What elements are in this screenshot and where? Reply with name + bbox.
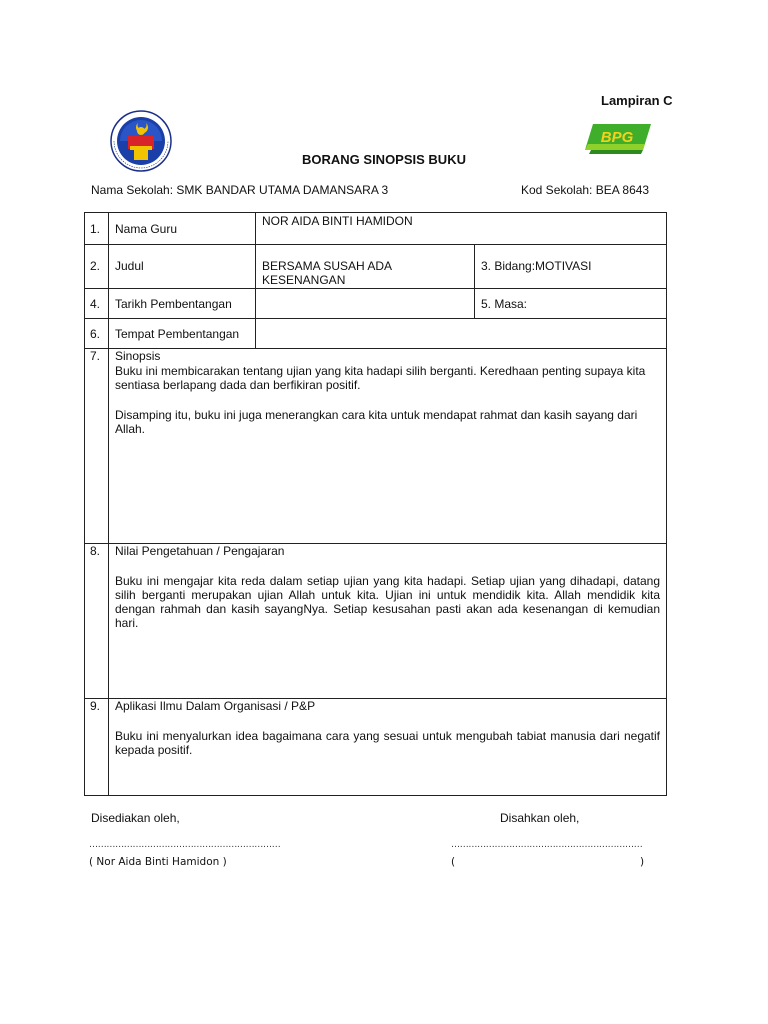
presentation-venue-label: Tempat Pembentangan: [115, 326, 240, 341]
label-cell: [109, 245, 256, 289]
row-number: 1.: [85, 213, 109, 245]
lampiran-label: Lampiran C: [601, 93, 673, 108]
school-code: Kod Sekolah: BEA 8643: [521, 183, 650, 197]
lesson-value-heading: Nilai Pengetahuan / Pengajaran: [115, 544, 285, 558]
synopsis-form-table: [84, 212, 667, 796]
row-number: 4.: [85, 289, 109, 319]
knowledge-application-field[interactable]: [109, 699, 667, 796]
bpg-logo-text: BPG: [600, 129, 634, 146]
teacher-name-label: Nama Guru: [115, 221, 178, 236]
row-teacher-name: [85, 213, 667, 245]
title-value: BERSAMA SUSAH ADA KESENANGAN: [262, 259, 392, 287]
knowledge-application-paragraph: Buku ini menyalurkan idea bagaimana cara yang sesuai untuk mengubah tabiat manusia dari negatif kepada positif.: [115, 729, 660, 757]
time-cell[interactable]: [475, 289, 667, 319]
prepared-signature-line[interactable]: …………………………………………………………: [89, 840, 281, 850]
title-label: Judul: [115, 259, 144, 273]
form-title: BORANG SINOPSIS BUKU: [302, 152, 466, 167]
row-lesson-value: [85, 544, 667, 699]
school-name: Nama Sekolah: SMK BANDAR UTAMA DAMANSARA 3: [91, 183, 389, 197]
presentation-venue-field[interactable]: [256, 319, 667, 349]
row-presentation-date: [85, 289, 667, 319]
presentation-date-field[interactable]: [256, 289, 475, 319]
row-number: 9.: [85, 699, 109, 796]
synopsis-paragraph-1: Buku ini membicarakan tentang ujian yang kita hadapi silih berganti. Keredhaan penting supaya kita sentiasa berlapang dada dan berfikiran positif.: [115, 364, 646, 392]
lesson-value-paragraph: Buku ini mengajar kita reda dalam setiap ujian yang kita hadapi. Setiap ujian yang dihadapi, datang silih berganti merupakan ujian Allah untuk kita. Ujian ini untuk mendidik kita. Allah mendidik kita dengan rahmah dan kasih sayangNya. Setiap kesusahan pasti akan ada kesenangan di kemudian hari.: [115, 574, 660, 630]
presentation-date-label: Tarikh Pembentangan: [115, 296, 232, 311]
teacher-name-value: NOR AIDA BINTI HAMIDON: [262, 214, 413, 228]
synopsis-paragraph-2: Disamping itu, buku ini juga menerangkan cara kita untuk mendapat rahmat dan kasih sayang dari Allah.: [115, 408, 638, 436]
approved-signature-line[interactable]: …………………………………………………………: [451, 840, 643, 850]
prepared-by-label: Disediakan oleh,: [91, 811, 180, 825]
approved-by-name-open-paren: (: [451, 856, 456, 868]
field-category-value: 3. Bidang:MOTIVASI: [481, 259, 592, 273]
teacher-name-field[interactable]: [256, 213, 667, 245]
row-number: 2.: [85, 245, 109, 289]
row-number: 8.: [85, 544, 109, 699]
row-number: 7.: [85, 349, 109, 544]
field-category-cell[interactable]: [475, 245, 667, 289]
label-cell: [109, 289, 256, 319]
prepared-by-name: ( Nor Aida Binti Hamidon ): [89, 856, 227, 868]
approved-by-name-close-paren: ): [640, 856, 645, 868]
title-field[interactable]: [256, 245, 475, 289]
row-knowledge-application: [85, 699, 667, 796]
time-label: 5. Masa:: [481, 296, 528, 311]
synopsis-heading: Sinopsis: [115, 349, 161, 363]
synopsis-field[interactable]: [109, 349, 667, 544]
label-cell: [109, 319, 256, 349]
lesson-value-field[interactable]: [109, 544, 667, 699]
row-synopsis: [85, 349, 667, 544]
row-presentation-venue: [85, 319, 667, 349]
row-title: [85, 245, 667, 289]
label-cell: [109, 213, 256, 245]
row-number: 6.: [85, 319, 109, 349]
knowledge-application-heading: Aplikasi Ilmu Dalam Organisasi / P&P: [115, 699, 316, 713]
approved-by-label: Disahkan oleh,: [500, 811, 580, 825]
